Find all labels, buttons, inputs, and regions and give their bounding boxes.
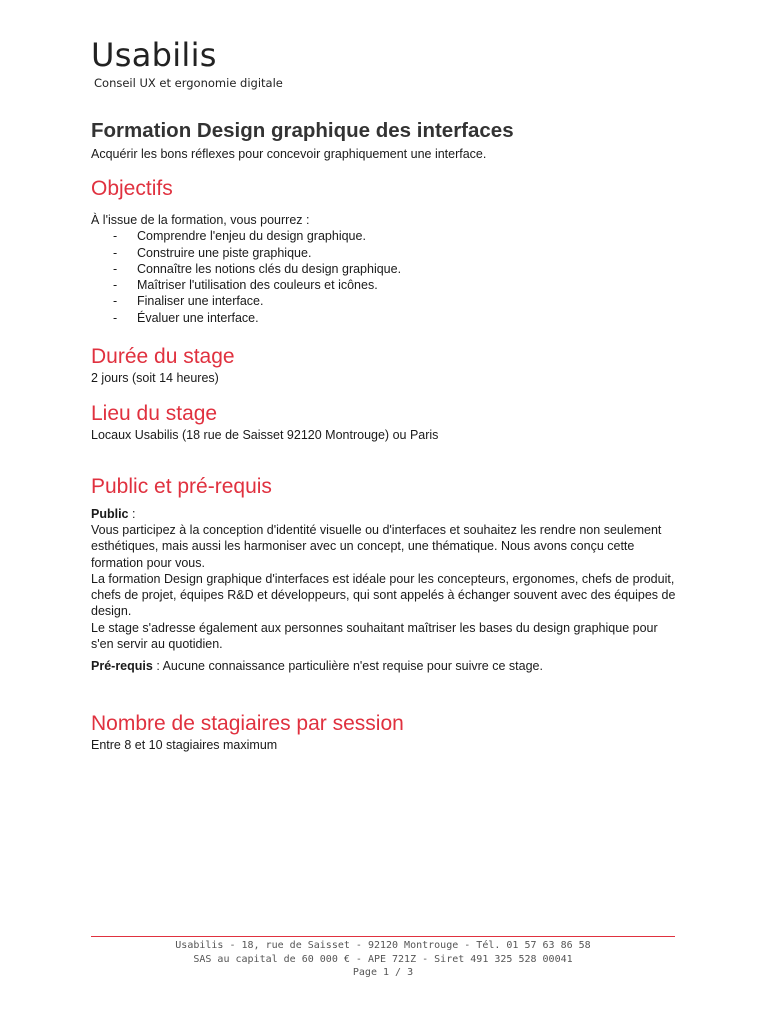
public-paragraph-1: Vous participez à la conception d'identité visuelle ou d'interfaces et souhaitez les rendre non seulement esthétiques, mais aussi les harmoniser avec un concept, une thématique. Nous avons conçu cette formation pour vous.: [91, 522, 662, 570]
public-paragraph-3: Le stage s'adresse également aux personnes souhaitant maîtriser les bases du design graphique pour s'en servir au quotidien.: [91, 620, 658, 652]
heading-lieu: Lieu du stage: [91, 402, 218, 426]
heading-stagiaires: Nombre de stagiaires par session: [91, 711, 404, 735]
prereq-label: Pré-requis: [91, 659, 153, 674]
prereq-line: [91, 658, 681, 674]
footer-legal: SAS au capital de 60 000 € - APE 721Z - Siret 491 325 528 00041: [193, 953, 573, 965]
document-subtitle: Acquérir les bons réflexes pour concevoir graphiquement une interface.: [91, 147, 487, 161]
document-title: Formation Design graphique des interfaces: [91, 119, 514, 142]
public-label-suffix: :: [128, 506, 136, 521]
brand-tagline: Conseil UX et ergonomie digitale: [94, 76, 283, 90]
public-paragraph-2: La formation Design graphique d'interfaces est idéale pour les concepteurs, ergonomes, chefs de produit, chefs de projet, équipes R&D et développeurs, qui sont appelés à échanger souvent avec des équipes de design.: [91, 571, 676, 619]
objectifs-list: [91, 228, 681, 326]
list-item: - Construire une piste graphique.: [91, 245, 681, 261]
list-item: - Connaître les notions clés du design graphique.: [91, 261, 681, 277]
footer-address: Usabilis - 18, rue de Saisset - 92120 Montrouge - Tél. 01 57 63 86 58: [175, 940, 591, 951]
list-item: - Finaliser une interface.: [91, 293, 681, 309]
objectifs-intro: À l'issue de la formation, vous pourrez :: [91, 213, 310, 227]
public-label-line: [91, 506, 681, 522]
brand-header: [91, 36, 283, 90]
page-number: Page 1 / 3: [352, 967, 414, 978]
document-body: [91, 118, 681, 753]
heading-objectifs: Objectifs: [91, 177, 173, 200]
heading-duree: Durée du stage: [91, 345, 235, 369]
duree-text: 2 jours (soit 14 heures): [91, 371, 219, 386]
heading-public: Public et pré-requis: [91, 474, 272, 498]
lieu-text: Locaux Usabilis (18 rue de Saisset 92120 Montrouge) ou Paris: [91, 428, 439, 443]
prereq-text: : Aucune connaissance particulière n'est requise pour suivre ce stage.: [152, 659, 543, 674]
stagiaires-text: Entre 8 et 10 stagiaires maximum: [91, 737, 278, 752]
list-item: - Maîtriser l'utilisation des couleurs et icônes.: [91, 277, 681, 293]
list-item: - Évaluer une interface.: [91, 310, 681, 326]
public-label: Public: [91, 506, 129, 521]
list-item: - Comprendre l'enjeu du design graphique.: [91, 228, 681, 244]
brand-name: Usabilis: [91, 36, 217, 74]
page-footer: [91, 936, 675, 980]
